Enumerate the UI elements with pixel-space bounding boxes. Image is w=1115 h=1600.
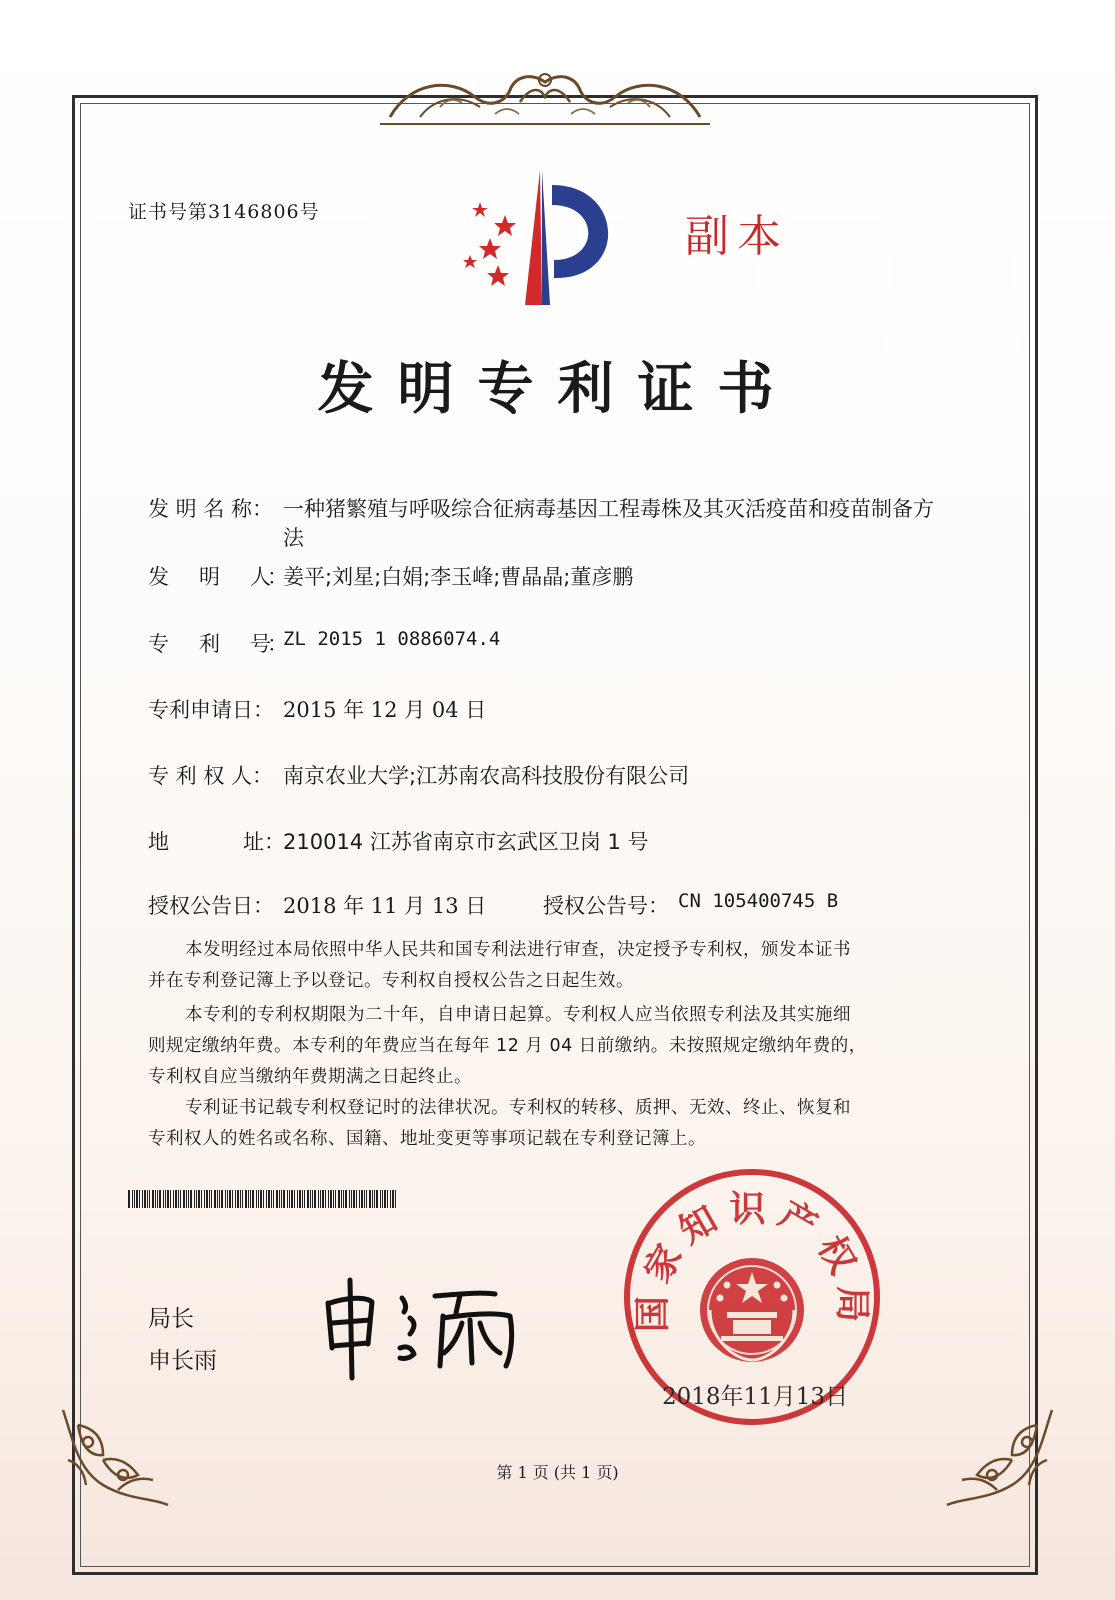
body-paragraph-1-line-1: 本发明经过本局依照中华人民共和国专利法进行审查，决定授予专利权，颁发本证书 [185, 940, 851, 960]
handwritten-signature-icon [310, 1268, 560, 1388]
invention-name-value-line2: 法 [283, 526, 304, 550]
ornament-top-flourish-icon [380, 62, 710, 132]
inventor-label: 发 明 人： [148, 565, 284, 589]
invention-name-label: 发 明 名 称： [148, 497, 274, 521]
grant-number-value: CN 105400745 B [678, 890, 839, 912]
seal-date: 2018年11月13日 [662, 1384, 849, 1410]
barcode-icon [128, 1190, 396, 1208]
patent-number-value: ZL 2015 1 0886074.4 [283, 628, 501, 650]
body-paragraph-2-line-3: 专利权自应当缴纳年费期满之日起终止。 [148, 1067, 472, 1087]
signatory-name: 申长雨 [148, 1348, 217, 1374]
body-paragraph-3-line-2: 专利权人的姓名或名称、国籍、地址变更等事项记载在专利登记簿上。 [148, 1129, 706, 1149]
address-label-suffix: 址： [243, 830, 285, 854]
page-number: 第 1 页 (共 1 页) [496, 1463, 619, 1482]
patent-number-label: 专 利 号： [148, 632, 284, 656]
address-value: 210014 江苏省南京市玄武区卫岗 1 号 [283, 830, 649, 854]
patentee-value: 南京农业大学;江苏南农高科技股份有限公司 [283, 764, 690, 788]
filing-date-value: 2015 年 12 月 04 日 [283, 698, 487, 722]
body-paragraph-3-line-1: 专利证书记载专利权登记时的法律状况。专利权的转移、质押、无效、终止、恢复和 [185, 1098, 851, 1118]
copy-mark: 副本 [685, 211, 789, 262]
grant-date-label: 授权公告日： [148, 894, 274, 918]
patent-office-logo-icon [450, 160, 630, 310]
body-paragraph-2-line-2: 则规定缴纳年费。本专利的年费应当在每年 12 月 04 日前缴纳。未按照规定缴纳年费的， [148, 1036, 867, 1056]
certificate-title: 发明专利证书 [317, 357, 798, 422]
certificate-number: 证书号第3146806号 [128, 201, 320, 223]
invention-name-value: 一种猪繁殖与呼吸综合征病毒基因工程毒株及其灭活疫苗和疫苗制备方 [283, 497, 934, 521]
ornament-bottom-left-flourish-icon [48, 1390, 178, 1520]
patentee-label: 专 利 权 人： [148, 764, 274, 788]
grant-date-value: 2018 年 11 月 13 日 [283, 894, 487, 918]
grant-number-label: 授权公告号： [543, 894, 669, 918]
body-paragraph-2-line-1: 本专利的专利权期限为二十年，自申请日起算。专利权人应当依照专利法及其实施细 [185, 1005, 851, 1025]
address-label: 地 [148, 830, 169, 854]
body-paragraph-1-line-2: 并在专利登记簿上予以登记。专利权自授权公告之日起生效。 [148, 971, 634, 991]
ornament-bottom-right-flourish-icon [937, 1390, 1067, 1520]
signatory-role: 局长 [148, 1306, 194, 1332]
inventor-value: 姜平;刘星;白娟;李玉峰;曹晶晶;董彦鹏 [283, 565, 634, 589]
svg-text:国家知识产权局: 国家知识产权局 [632, 1189, 873, 1333]
filing-date-label: 专利申请日： [148, 698, 274, 722]
